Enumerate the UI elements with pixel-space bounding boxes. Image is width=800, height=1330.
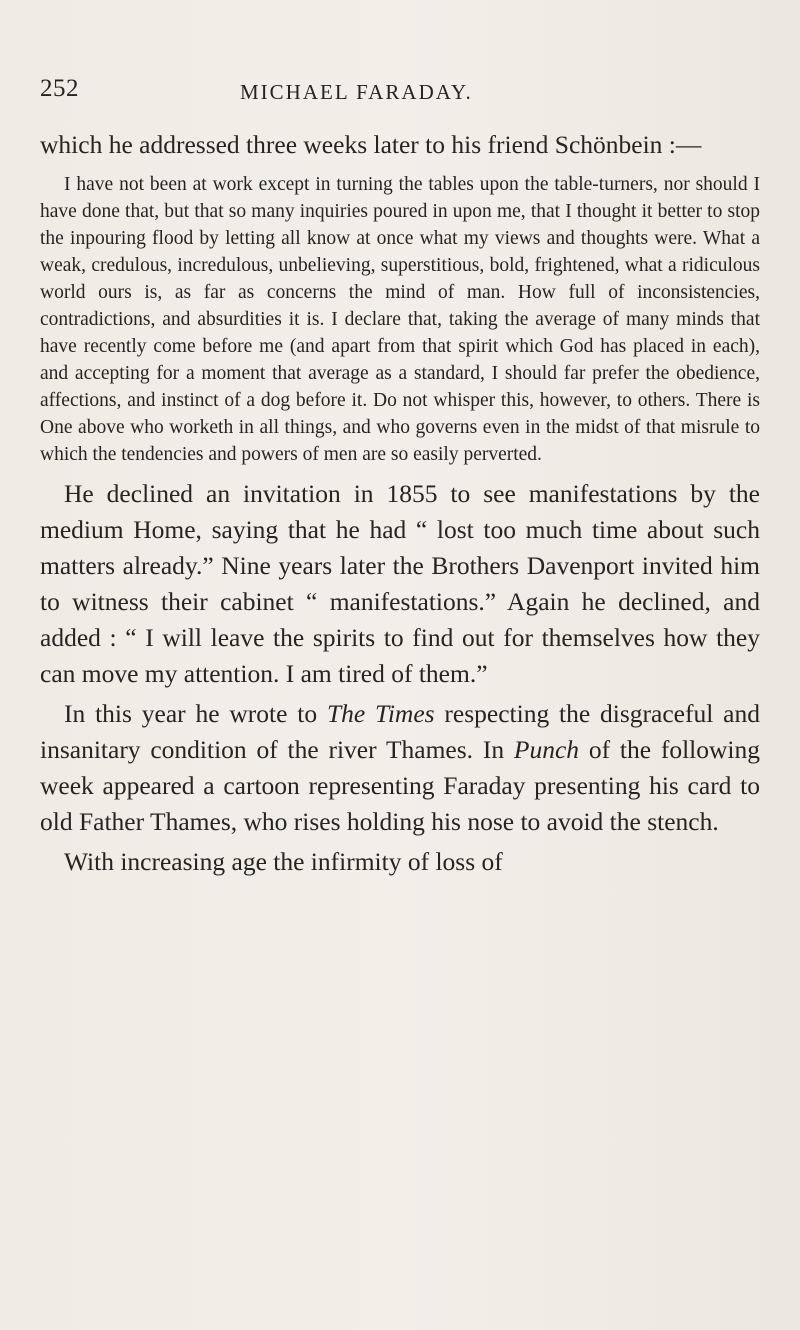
magazine-title-punch: Punch <box>513 735 580 764</box>
paragraph-infirmity: With increasing age the infirmity of loss of <box>64 847 503 876</box>
newspaper-title-times: The Times <box>326 699 435 728</box>
page-number: 252 <box>40 75 79 102</box>
page-header <box>40 75 740 105</box>
letter-quotation: I have not been at work except in turning the tables upon the table-turners, nor should I have done that, but that so many inquiries poured in upon me, that I thought it better to stop the inpouring flood by letting all know at once what my views and thoughts were. What a weak, credulous, incredulous, unbelieving, superstitious, bold, frightened, what a ridiculous world ours is, as far as concerns the mind of man. How full of inconsistencies, contradictions, and absurdities it is. I declare that, taking the average of many minds that have recently come before me (and apart from that spirit which God has placed in each), and accepting for a moment that average as a standard, I should far prefer the obedience, affections, and instinct of a dog before it. Do not whisper this, however, to others. There is One above who worketh in all things, and who governs even in the midst of that misrule to which the tendencies and powers of men are so easily perverted. <box>40 174 760 465</box>
lead-paragraph: which he addressed three weeks later to his friend Schönbein :— <box>40 130 702 159</box>
running-head: MICHAEL FARADAY. <box>240 80 473 104</box>
paragraph-home-davenport: He declined an invitation in 1855 to see manifestations by the medium Home, saying that he had “ lost too much time about such matters already.” Nine years later the Brothers Davenport invited him to witness their cabinet “ manifestations.” Again he declined, and added : “ I will leave the spirits to find out for themselves how they can move my attention. I am tired of them.” <box>40 479 760 688</box>
paragraph-thames <box>40 696 760 840</box>
paragraph-thames-part-1: In this year he wrote to <box>64 699 327 728</box>
body-text <box>40 128 760 880</box>
paragraph-thames-part-3: of the following week appeared a cartoon representing Faraday presenting his card to old Father Thames, who rises holding his nose to avoid the stench. <box>40 735 760 836</box>
paragraph-thames-part-2: respecting the disgraceful and insanitary condition of the river Thames. In <box>40 699 760 764</box>
